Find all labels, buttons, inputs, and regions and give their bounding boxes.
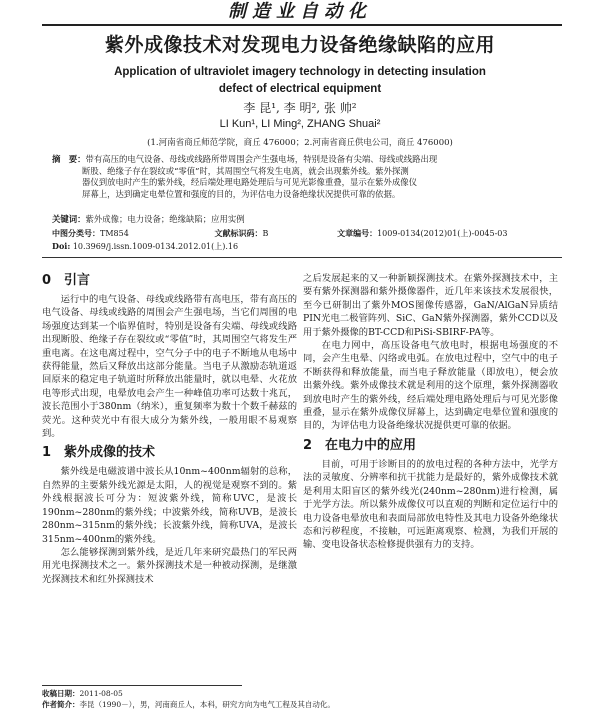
section-divider <box>42 257 562 258</box>
journal-masthead: 制造业自动化 <box>228 1 372 22</box>
authors-english: LI Kun¹, LI Ming², ZHANG Shuai² <box>219 118 381 130</box>
section-0-heading: 0 引言 <box>42 273 91 288</box>
keywords-label: 关键词： <box>52 214 86 224</box>
right-column <box>303 272 558 552</box>
author-bio: 李昆（1990－），男，河南商丘人，本科，研究方向为电气工程及其自动化。 <box>79 700 335 709</box>
abstract <box>52 154 562 200</box>
section-2-paragraph: 目前，可用于诊断目的的放电过程的各种方法中，光学方法的灵敏度、分辨率和抗干扰能力是最好的，紫外成像技术就是利用太阳盲区的紫外线光(240nm~280nm)进行检测，属于光学方法。所以紫外成像仪可以直观的判断和定位运行中的电力设备电晕放电和表面局部放电特性及其电力设备外绝缘状态和污秽程度，不接触，可远距离观察、检测，为我们开展的输、变电设备状态检修提供强有力的支持。 <box>303 458 558 551</box>
abstract-line-4: 屏幕上，达到确定电晕位置和强度的目的，为评估电力设备绝缘状况提供可靠的依据。 <box>82 188 401 199</box>
section-1-paragraph-3: 之后发展起来的又一种新颖探测技术。在紫外探测技术中，主要有紫外探测器和紫外摄像器件，近几年来该技术发展很快，至今已研制出了紫外MOS图像传感器，GaN/AlGaN异质结PIN光电二极管阵列、SiC、GaN紫外探测器，紫外CCD以及用于紫外摄像的BT-CCD和PiSi-SBIRF-PA等。 <box>303 273 558 338</box>
clc-label: 中图分类号： <box>52 228 100 238</box>
article-no-value: 1009-0134(2012)01(上)-0045-03 <box>377 229 508 238</box>
keywords-text: 紫外成像；电力设备；绝缘缺陷；应用实例 <box>85 214 245 224</box>
abstract-line-1: 带有高压的电气设备、母线或线路所带周围会产生强电场，特别是设备有尖端、母线或线路出现 <box>85 154 438 164</box>
footnote-author <box>42 699 562 710</box>
left-column <box>42 272 297 586</box>
section-1-paragraph-4: 在电力网中，高压设备电气放电时，根据电场强度的不同，会产生电晕、闪络或电弧。在放电过程中，空气中的电子不断获得和释放能量，而当电子释放能量（即放电），便会放出紫外线。紫外成像技术就是利用的这个原理，紫外探测器收到放电时产生的紫外线，经后端处理电路处理后与可见光影像重叠，显示在紫外成像仪屏幕上，达到确定电晕位置和强度的目的，为评估电力设备绝缘状况提供更可靠的依据。 <box>303 340 558 432</box>
footnote-received <box>42 688 562 699</box>
abstract-line-2: 断股、绝缘子存在裂纹或“零值”时，其周围空气将发生电离，就会出现紫外线。紫外探测 <box>82 165 409 176</box>
section-0-paragraph: 运行中的电气设备、母线或线路带有高电压，带有高压的电气设备、母线或线路的周围会产生强电场，当它们周围的电场强度达到某一个临界值时，特别是设备有尖端、母线或线路出现断股、绝缘子存在裂纹或“零值”时，其周围空气将发生严重电离。在这电离过程中，空气分子中的电子不断地从电场中获得能量，然后又释放出这部分能量。当电子从激励态轨道返回原来的稳定电子轨道时所释放出能量时，就以电晕、火花放电等形式出现，电晕放电会产生一种峰值功率可达数十兆瓦，波长范围小于380nm（纳米），重复频率为数十个数千赫兹的荧光。这种荧光中有很大成分为紫外线，一般用眼不易观察到。 <box>42 294 297 440</box>
section-2-heading: 2 在电力中的应用 <box>303 437 417 453</box>
doc-code-label: 文献标识码： <box>214 228 263 238</box>
paper-title-chinese: 紫外成像技术对发现电力设备绝缘缺陷的应用 <box>104 34 495 56</box>
section-1-heading: 1 紫外成像的技术 <box>42 445 156 461</box>
article-no-label: 文章编号： <box>337 228 378 238</box>
author-bio-label: 作者简介： <box>42 700 80 709</box>
section-1-paragraph-2: 怎么能够探测到紫外线，是近几年来研究最热门的军民两用光电探测技术之一。紫外探测技术是一种被动探测，是继激光探测技术和红外探测技术 <box>42 546 297 585</box>
header-divider <box>42 24 562 26</box>
received-date: 2011-08-05 <box>79 689 123 698</box>
section-1-paragraph-1: 紫外线是电磁波谱中波长从10nm~400nm辐射的总称，自然界的主要紫外线光源是太阳，人的视觉是观察不到的。紫外线根据波长可分为：短波紫外线，简称UVC，是波长190nm~280nm的紫外线；中波紫外线，简称UVB，是波长280nm~315nm的紫外线；长波紫外线，简称UVA，是波长315nm~400nm的紫外线。 <box>42 466 297 545</box>
keywords <box>52 213 562 225</box>
affiliation: (1.河南省商丘师范学院，商丘 476000；2.河南省商丘供电公司，商丘 476000) <box>147 138 453 148</box>
abstract-line-3: 器仪到放电时产生的紫外线，经后端处理电路处理后与可见光影像重叠，显示在紫外成像仪 <box>82 177 417 187</box>
received-label: 收稿日期： <box>42 689 80 698</box>
paper-title-english-line1: Application of ultraviolet imagery technology in detecting insulation <box>114 66 486 78</box>
footnote-divider <box>42 685 242 686</box>
paper-title-english <box>40 64 560 98</box>
article-meta <box>52 227 562 253</box>
doi-label: Doi: <box>52 241 71 251</box>
paper-title-english-line2: defect of electrical equipment <box>218 83 382 95</box>
doi-value: 10.3969/j.issn.1009-0134.2012.01(上).16 <box>72 242 239 251</box>
doc-code-value: B <box>262 229 269 238</box>
authors-chinese: 李 昆¹, 李 明², 张 帅² <box>243 101 357 115</box>
clc-value: TM854 <box>100 229 129 238</box>
abstract-label: 摘 要： <box>52 154 86 164</box>
